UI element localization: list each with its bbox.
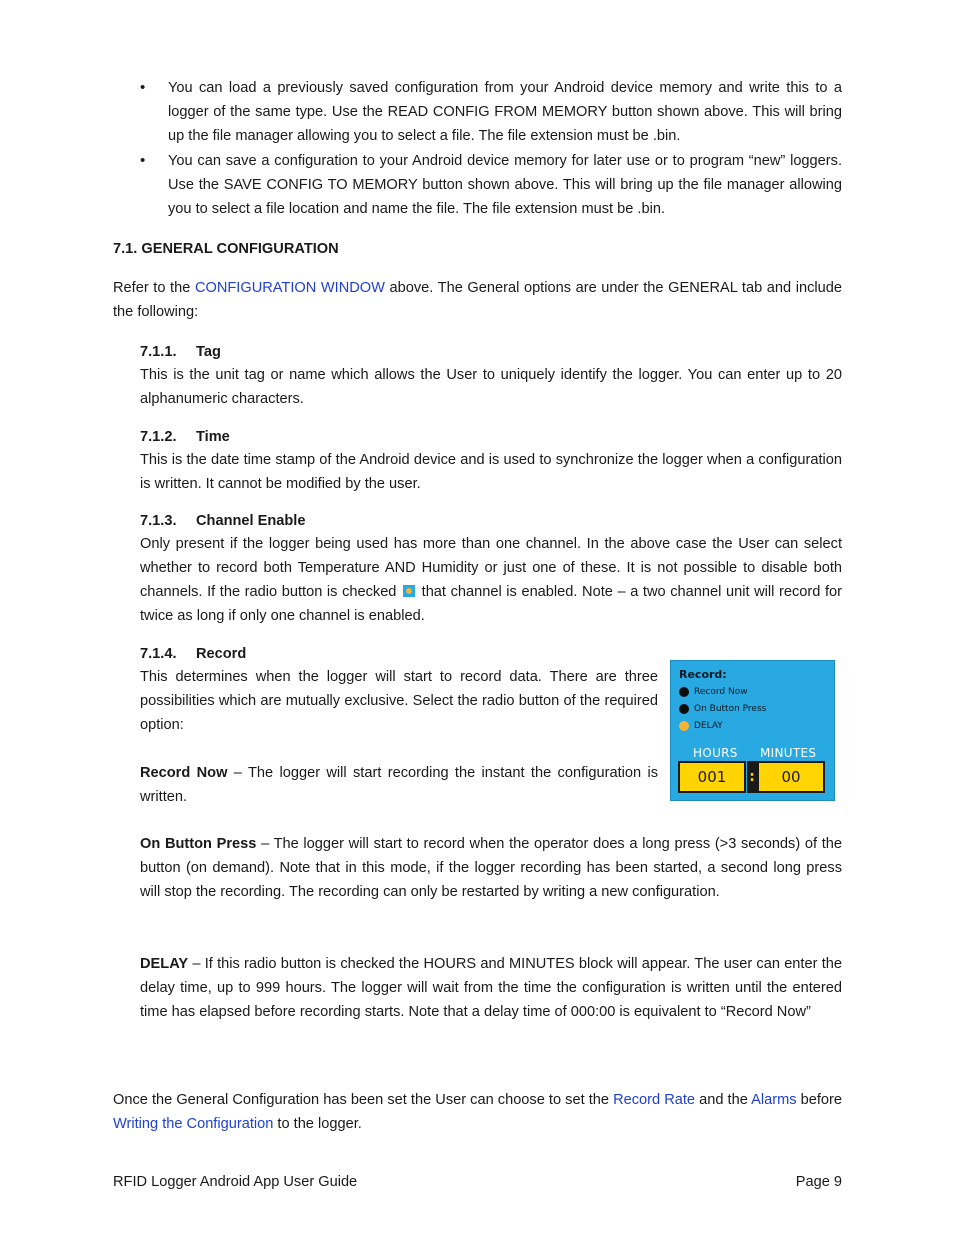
radio-unchecked-icon [679,704,689,714]
closing-text: before [796,1092,842,1108]
time-paragraph: This is the date time stamp of the Android device and is used to synchronize the logger when a configuration is written. It cannot be modified by the user. [140,452,842,492]
time-separator: : [747,761,757,793]
subsection-heading-tag [140,341,842,363]
heading-number: 7.1.1. [140,344,177,360]
radio-delay[interactable] [679,721,723,731]
section-heading-general-configuration: 7.1. GENERAL CONFIGURATION [113,241,339,257]
subsection-heading-channel-enable [140,510,842,532]
radio-checked-icon [403,585,415,597]
hours-label: HOURS [693,746,738,760]
intro-text-after: above. The General options are under the GENERAL tab and include the following: [113,280,843,320]
subsection-tag [140,341,842,411]
heading-title: Tag [196,344,221,360]
heading-number: 7.1.2. [140,429,177,445]
radio-record-now[interactable] [679,687,748,697]
radio-label: On Button Press [694,704,767,714]
heading-title: Record [196,646,247,662]
alarms-link[interactable]: Alarms [751,1092,797,1108]
heading-title: Channel Enable [196,513,306,529]
intro-text-before: Refer to the [113,280,195,296]
channel-paragraph [140,532,842,628]
closing-text: Once the General Configuration has been set the User can choose to set the [113,1092,614,1108]
delay-text: – If this radio button is checked the HOURS and MINUTES block will appear. The user can enter the delay time, up to 999 hours. The logger will wait from the time the configuration is written until the entered time has elapsed before recording starts. Note that a delay time of 000:00 is equivalent to “Record Now” [140,956,842,1020]
section-intro [113,276,842,324]
subsection-heading-record [140,643,658,665]
hours-input[interactable]: 001 [678,761,746,793]
radio-label: DELAY [694,721,723,731]
page-number: Page 9 [795,1174,842,1190]
bullet-list [140,76,842,222]
footer-title: RFID Logger Android App User Guide [113,1174,358,1190]
on-button-press-block [140,832,842,904]
channel-text-before: Only present if the logger being used has more than one channel. In the above case the User can select whether to record both Temperature AND Humidity or just one of these. It is not possible to disable both channels. If the radio button is checked [140,536,842,600]
radio-on-button-press[interactable] [679,704,766,714]
closing-text: to the logger. [273,1116,362,1132]
closing-block [113,1088,842,1136]
record-now-text: – The logger will start recording the instant the configuration is written. [140,765,658,805]
subsection-record [140,643,658,809]
delay-paragraph [140,952,842,1024]
record-now-label: Record Now [140,765,228,781]
subsection-time [140,426,842,496]
on-button-press-text: – The logger will start to record when the operator does a long press (>3 seconds) of the button (on demand). Note that in this mode, if the logger recording has been started, a second long press will stop the recording. The recording can only be restarted by writing a new configuration. [140,836,843,900]
heading-number: 7.1.3. [140,513,177,529]
subsection-heading-time [140,426,842,448]
delay-label: DELAY [140,956,189,972]
on-button-press-paragraph [140,832,842,904]
intro-paragraph [113,276,842,324]
heading-title: Time [196,429,230,445]
subsection-channel-enable [140,510,842,628]
record-intro-paragraph: This determines when the logger will start to record data. There are three possibilities which are mutually exclusive. Select the radio button of the required option: [140,669,658,733]
record-panel-title: Record: [679,668,727,681]
radio-unchecked-icon [679,687,689,697]
bullet-item-load-config: • You can load a previously saved configuration from your Android device memory and write this to a logger of the same type. Use the READ CONFIG FROM MEMORY button shown above. This will bring up the file manager allowing you to select a file. The file extension must be .bin. [140,76,842,148]
delay-block [140,952,842,1024]
closing-paragraph [113,1088,842,1136]
bullet-item-save-config: • You can save a configuration to your Android device memory for later use or to program “new” loggers. Use the SAVE CONFIG TO MEMORY button shown above. This will bring up the file manager allowing you to select a file location and name the file. The file extension must be .bin. [140,149,842,221]
radio-label: Record Now [694,687,748,697]
record-rate-link[interactable]: Record Rate [613,1092,696,1108]
on-button-press-label: On Button Press [140,836,257,852]
channel-text-after: that channel is enabled. Note – a two channel unit will record for twice as long if only one channel is enabled. [140,584,842,624]
closing-text: and the [695,1092,752,1108]
minutes-label: MINUTES [760,746,817,760]
heading-number: 7.1.4. [140,646,177,662]
minutes-input[interactable]: 00 [757,761,825,793]
record-now-paragraph [140,761,658,809]
configuration-window-link[interactable]: CONFIGURATION WINDOW [194,280,385,296]
tag-paragraph: This is the unit tag or name which allows the User to uniquely identify the logger. You can enter up to 20 alphanumeric characters. [140,367,842,407]
writing-configuration-link[interactable]: Writing the Configuration [113,1116,274,1132]
radio-checked-icon [679,721,689,731]
record-settings-panel [670,660,835,801]
